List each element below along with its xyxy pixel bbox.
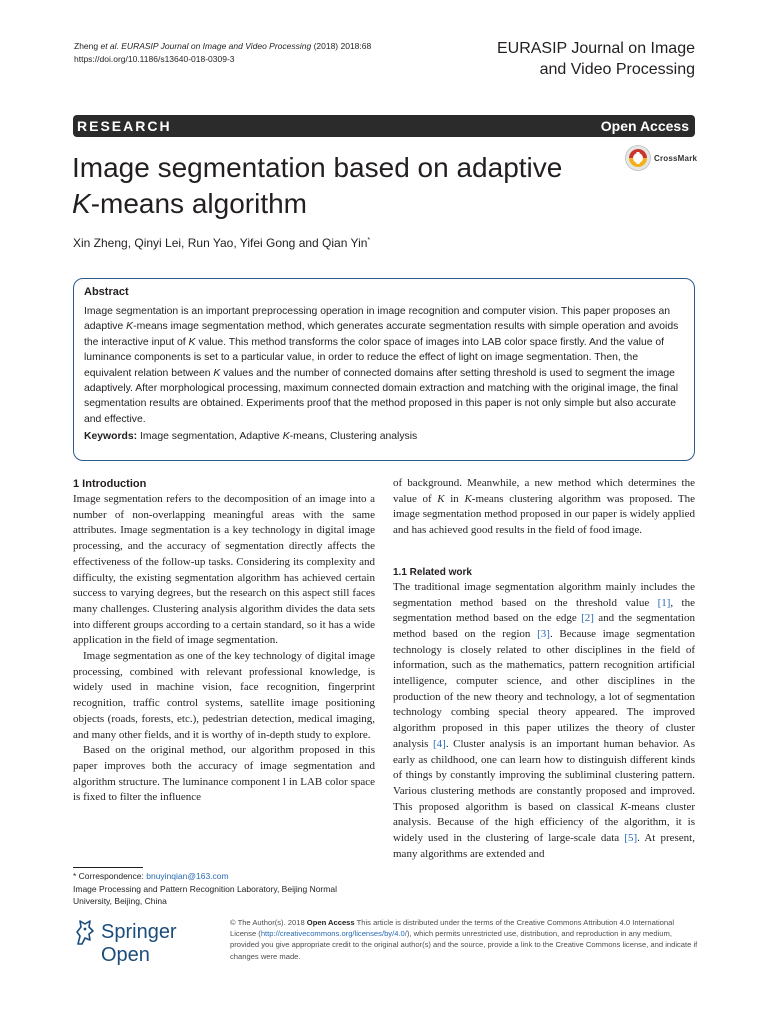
footnote-rule [73,867,143,868]
license-statement: © The Author(s). 2018 Open Access This article is distributed under the terms of the Creative Commons Attribution 4.0 International License (http://creativecommons.org/licenses/by/4.0/), which permits unrestricted use, distribution, and reproduction in any medium, provided you give appropriate credit to the original author(s) and the source, provide a link to the Creative Commons license, and indicate if changes were made. [230,918,698,961]
crossmark-label: CrossMark [654,154,698,163]
article-type-banner [73,115,695,137]
crossmark-icon [625,145,651,171]
right-column [393,476,695,862]
intro-paragraph-2: Image segmentation as one of the key technology of digital image processing, combined with relevant professional knowledge, is widely used in machine vision, face recognition, fingerprint recognition, traffic control systems, satellite image positioning objects (roads, forests, etc.), pedestrian detection, medical imaging, and many other fields, and it is worthy of in-depth study to explore. [73,650,375,741]
open-access-label: Open Access [600,118,689,134]
springer-horse-icon [73,918,97,946]
right-paragraph-1: of background. Meanwhile, a new method which determines the value of K in K-means clustering algorithm was proposed. The image segmentation method proposed in our paper is widely applied and has achieved good results in the field of food image. [393,477,695,537]
subsection-heading-related-work: 1.1 Related work [393,566,472,578]
citation-ref-3[interactable]: [3] [537,627,550,640]
citation-ref-5[interactable]: [5] [624,832,638,845]
intro-paragraph-1: Image segmentation refers to the decomposition of an image into a number of non-overlapping meaningful areas with the same attributes. Image segmentation is a key technology in digital image processing, and the accuracy of segmentation directly affects the effectiveness of the follow-up tasks. Considering its complexity and difficulty, the existing segmentation algorithm has achieved certain success to varying degrees, but the research on this aspect still faces many challenges. Clustering analysis algorithm divides the data sets into different groups according to a certain standard, so it has a wide application in the field of image segmentation. [73,493,375,647]
related-work-paragraph: The traditional image segmentation algorithm mainly includes the segmentation method based on the threshold value [1], the segmentation method based on the edge [2] and the segmentation method based on the region [3]. Because image segmentation technology is closely related to other disciplines in the field of information, such as the mathematics, pattern recognition artificial intelligence, computer science, and other disciplines in the production of the new theory and technology, a lot of segmentation technology combing special theory appeared. The improved algorithm proposed in this paper utilizes the theory of cluster analysis [4]. Cluster analysis is an important human behavior. As early as childhood, one can learn how to distinguish different kinds of things by constantly improving the subliminal clustering pattern. Various clustering methods are constantly proposed and improved. This proposed algorithm is based on classical K-means cluster analysis. Because of the high efficiency of the algorithm, it is widely used in the clustering of large-scale data [5]. At present, many algorithms are extended and [393,580,695,860]
citation-ref-2[interactable]: [2] [581,612,594,625]
intro-paragraph-3: Based on the original method, our algorithm proposed in this paper improves both the accuracy of image segmentation and algorithm structure. The luminance component l in LAB color space is fixed to filter the influence [73,744,375,804]
paper-title: Image segmentation based on adaptive K-means algorithm [72,152,563,219]
left-column [73,477,375,806]
doi-link[interactable]: https://doi.org/10.1186/s13640-018-0309-3 [74,54,235,64]
license-link[interactable]: http://creativecommons.org/licenses/by/4.0/ [260,929,407,939]
citation-ref-4[interactable]: [4] [433,737,446,750]
citation-ref-1[interactable]: [1] [657,596,671,609]
abstract-box [73,278,695,461]
abstract-heading: Abstract [84,286,129,298]
keywords: Keywords: Image segmentation, Adaptive K-means, Clustering analysis [84,431,418,443]
citation-line: Zheng et al. EURASIP Journal on Image and Video Processing (2018) 2018:68 https://doi.org/10.1186/s13640-018-0309-3 [74,41,372,64]
springer-open-logo: Springer Open [73,918,223,948]
author-list: Xin Zheng, Qinyi Lei, Run Yao, Yifei Gong and Qian Yin* [73,236,371,250]
journal-name: EURASIP Journal on Image and Video Processing [496,40,695,78]
crossmark-badge[interactable] [625,145,697,175]
section-heading-introduction: 1 Introduction [73,478,147,490]
correspondence-email-link[interactable]: bnuyinqian@163.com [146,871,229,881]
correspondence-footnote: * Correspondence: bnuyinqian@163.com Image Processing and Pattern Recognition Laboratory, Beijing Normal University, Beijing, China [73,871,337,906]
article-type-label: RESEARCH [77,118,172,134]
abstract-text: Image segmentation is an important preprocessing operation in image recognition and computer vision. This paper proposes an adaptive K-means image segmentation method, which generates accurate segmentation results with simple operation and avoids the interactive input of K value. This method transforms the color space of images into LAB color space firstly. And the value of luminance components is set to a particular value, in order to reduce the effect of light on image segmentation. Then, the equivalent relation between K values and the number of connected domains after setting threshold is used to segment the image adaptively. After morphological processing, maximum connected domain extraction and matching with the original image, the final segmentation results are obtained. Experiments proof that the method proposed in this paper is not only simple but also accurate and effective. [84,306,679,425]
